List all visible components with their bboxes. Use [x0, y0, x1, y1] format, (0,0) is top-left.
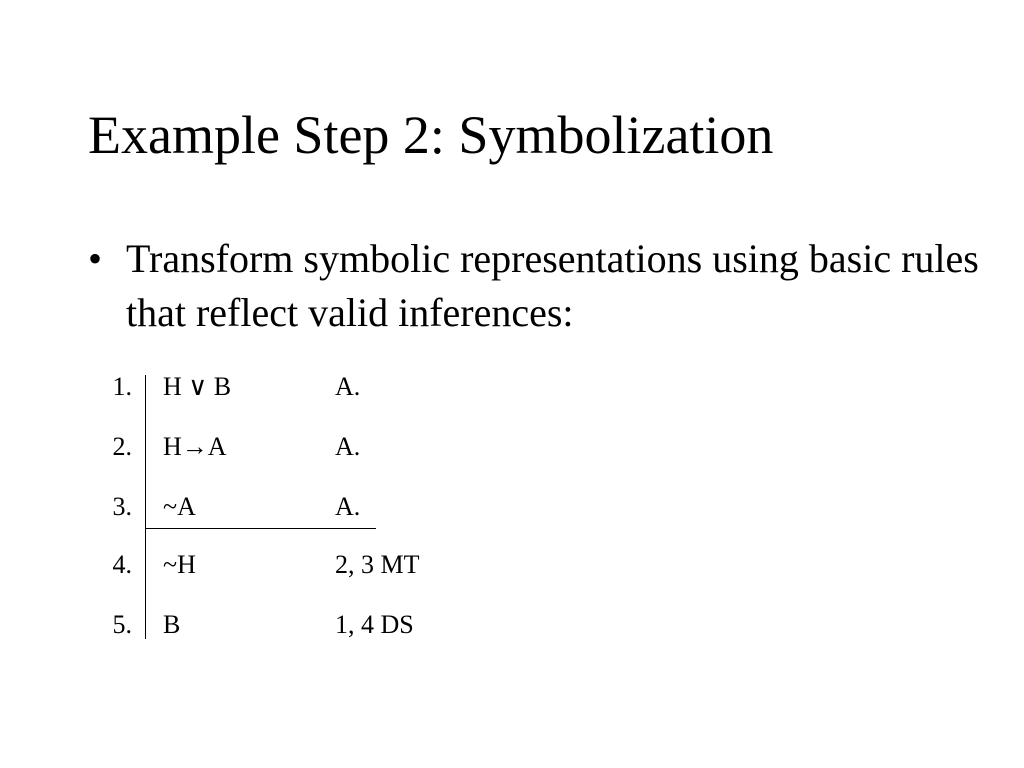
formula: B — [163, 610, 181, 639]
slide-title: Example Step 2: Symbolization — [88, 105, 774, 165]
line-number: 2. — [112, 432, 132, 461]
justification: A. — [335, 432, 361, 461]
premise-separator-line — [145, 528, 376, 529]
justification: 2, 3 MT — [335, 550, 420, 579]
justification: A. — [335, 372, 361, 401]
bullet-marker: • — [88, 236, 103, 281]
formula: H→A — [163, 432, 227, 461]
formula: ~A — [163, 492, 196, 521]
line-number: 3. — [112, 492, 132, 521]
proof-scope-line — [145, 375, 146, 639]
line-number: 5. — [112, 610, 132, 639]
justification: A. — [335, 492, 361, 521]
justification: 1, 4 DS — [335, 610, 414, 639]
formula: ~H — [163, 550, 196, 579]
line-number: 4. — [112, 550, 132, 579]
formula: H ∨ B — [163, 372, 232, 401]
bullet-text: Transform symbolic representations using basic rules that reflect valid inferences: — [126, 236, 979, 335]
line-number: 1. — [112, 372, 132, 401]
